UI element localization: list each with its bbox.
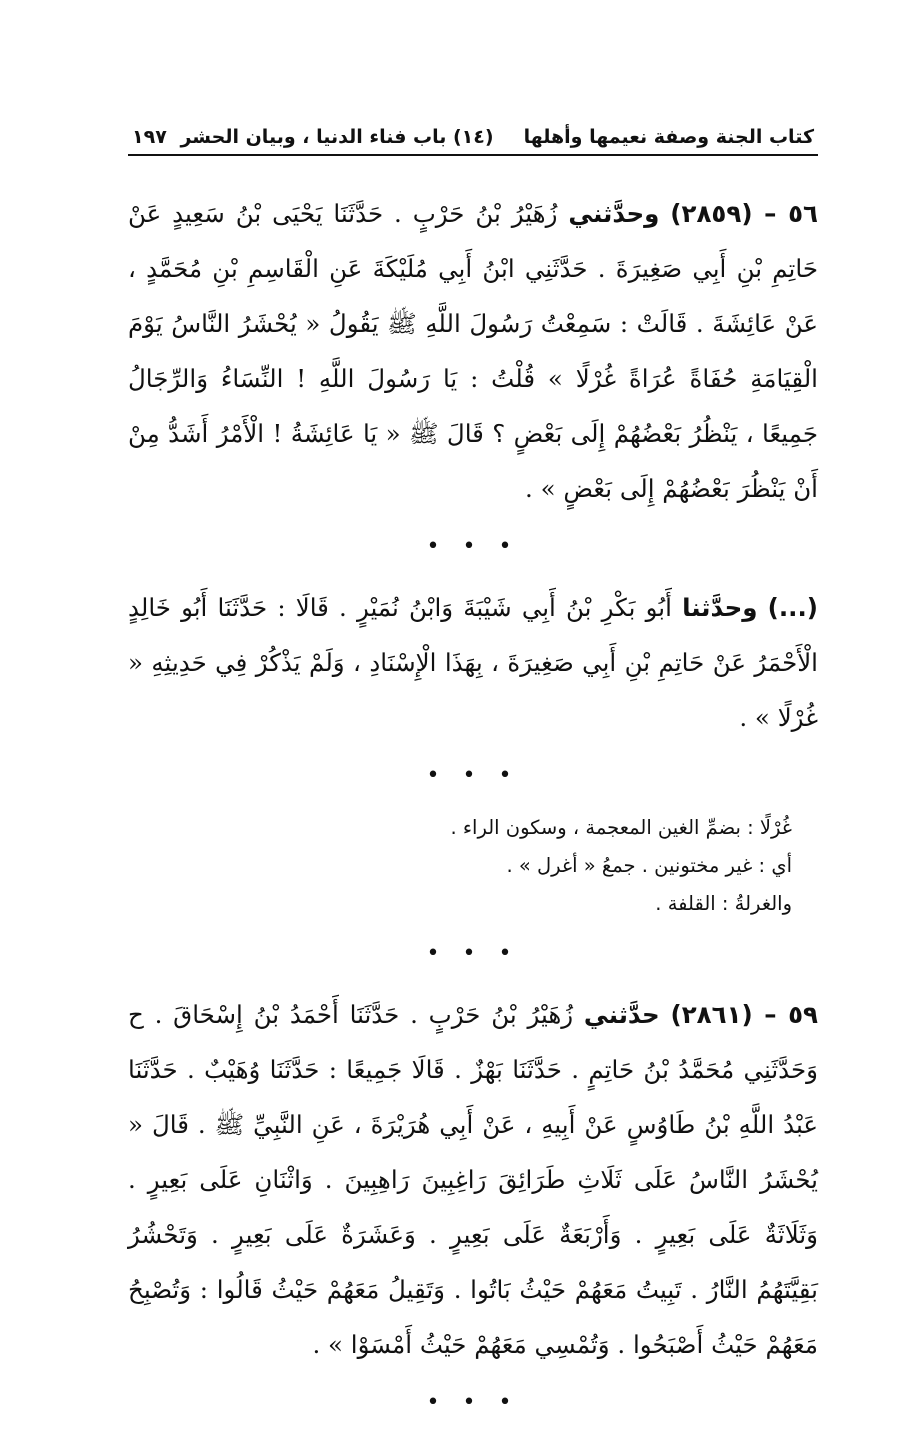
hadith-number: (...) — [767, 593, 818, 622]
note-line: غُرْلًا : بضمِّ الغين المعجمة ، وسكون الراء . — [450, 816, 792, 839]
glossary-notes — [128, 809, 818, 923]
chapter-title: (١٤) باب فناء الدنيا ، وبيان الحشر — [180, 126, 494, 148]
hadith-text: زُهَيْرُ بْنُ حَرْبٍ . حَدَّثَنَا يَحْيَى بْنُ سَعِيدٍ عَنْ حَاتِمِ بْنِ أَبِي صَغِيرَةَ . حَدَّثَنِي ابْنُ أَبِي مُلَيْكَةَ عَنِ الْقَاسِمِ بْنِ مُحَمَّدٍ ، عَنْ عَائِشَةَ . قَالَتْ : سَمِعْتُ رَسُولَ اللَّهِ ﷺ يَقُولُ « يُحْشَرُ النَّاسُ يَوْمَ الْقِيَامَةِ حُفَاةً عُرَاةً غُرْلًا » قُلْتُ : يَا رَسُولَ اللَّهِ ! النِّسَاءُ وَالرِّجَالُ جَمِيعًا ، يَنْظُرُ بَعْضُهُمْ إِلَى بَعْضٍ ؟ قَالَ ﷺ « يَا عَائِشَةُ ! الْأَمْرُ أَشَدُّ مِنْ أَنْ يَنْظُرَ بَعْضُهُمْ إِلَى بَعْضٍ » . — [128, 199, 818, 503]
hadith-2859 — [128, 186, 818, 516]
section-separator: • • • — [426, 534, 520, 559]
page-number: ١٩٧ — [132, 126, 167, 148]
page-header — [128, 112, 818, 156]
hadith-text: زُهَيْرُ بْنُ حَرْبٍ . حَدَّثَنَا أَحْمَدُ بْنُ إِسْحَاقَ . ح وَحَدَّثَنِي مُحَمَّدُ بْنُ حَاتِمٍ . حَدَّثَنَا بَهْزٌ . قَالَا جَمِيعًا : حَدَّثَنَا وُهَيْبٌ . حَدَّثَنَا عَبْدُ اللَّهِ بْنُ طَاوُسٍ عَنْ أَبِيهِ ، عَنْ أَبِي هُرَيْرَةَ ، عَنِ النَّبِيِّ ﷺ . قَالَ « يُحْشَرُ النَّاسُ عَلَى ثَلَاثِ طَرَائِقَ رَاغِبِينَ رَاهِبِينَ . وَاثْنَانِ عَلَى بَعِيرٍ . وَثَلَاثَةٌ عَلَى بَعِيرٍ . وَأَرْبَعَةٌ عَلَى بَعِيرٍ . وَعَشَرَةٌ عَلَى بَعِيرٍ . وَتَحْشُرُ بَقِيَّتَهُمُ النَّارُ . تَبِيتُ مَعَهُمْ حَيْثُ بَاتُوا . وَتَقِيلُ مَعَهُمْ حَيْثُ قَالُوا : وَتُصْبِحُ مَعَهُمْ حَيْثُ أَصْبَحُوا . وَتُمْسِي مَعَهُمْ حَيْثُ أَمْسَوْا » . — [128, 1000, 818, 1359]
hadith-number: ٥٦ – (٢٨٥٩) — [670, 199, 819, 228]
hadith-2859-variant — [128, 580, 818, 745]
book-page — [128, 112, 818, 1436]
hadith-number: ٥٩ – (٢٨٦١) — [670, 1000, 818, 1029]
hadith-lead-word: وحدَّثني — [568, 199, 660, 228]
book-title: كتاب الجنة وصفة نعيمها وأهلها — [523, 126, 814, 148]
hadith-lead-word: وحدَّثنا — [682, 593, 758, 622]
note-line: والغرلةُ : القلفة . — [655, 892, 792, 915]
section-separator: • • • — [426, 763, 520, 788]
hadith-2861 — [128, 987, 818, 1372]
section-separator: • • • — [426, 1390, 520, 1415]
hadith-lead-word: حدَّثني — [583, 1000, 660, 1029]
note-line: أي : غير مختونين . جمعُ « أغرل » . — [506, 854, 792, 877]
header-titles — [180, 126, 814, 148]
section-separator: • • • — [426, 941, 520, 966]
hadith-text: أَبُو بَكْرِ بْنُ أَبِي شَيْبَةَ وَابْنُ نُمَيْرٍ . قَالَا : حَدَّثَنَا أَبُو خَالِدٍ الْأَحْمَرُ عَنْ حَاتِمِ بْنِ أَبِي صَغِيرَةَ ، بِهَذَا الْإِسْنَادِ ، وَلَمْ يَذْكُرْ فِي حَدِيثِهِ « غُرْلًا » . — [128, 593, 818, 732]
